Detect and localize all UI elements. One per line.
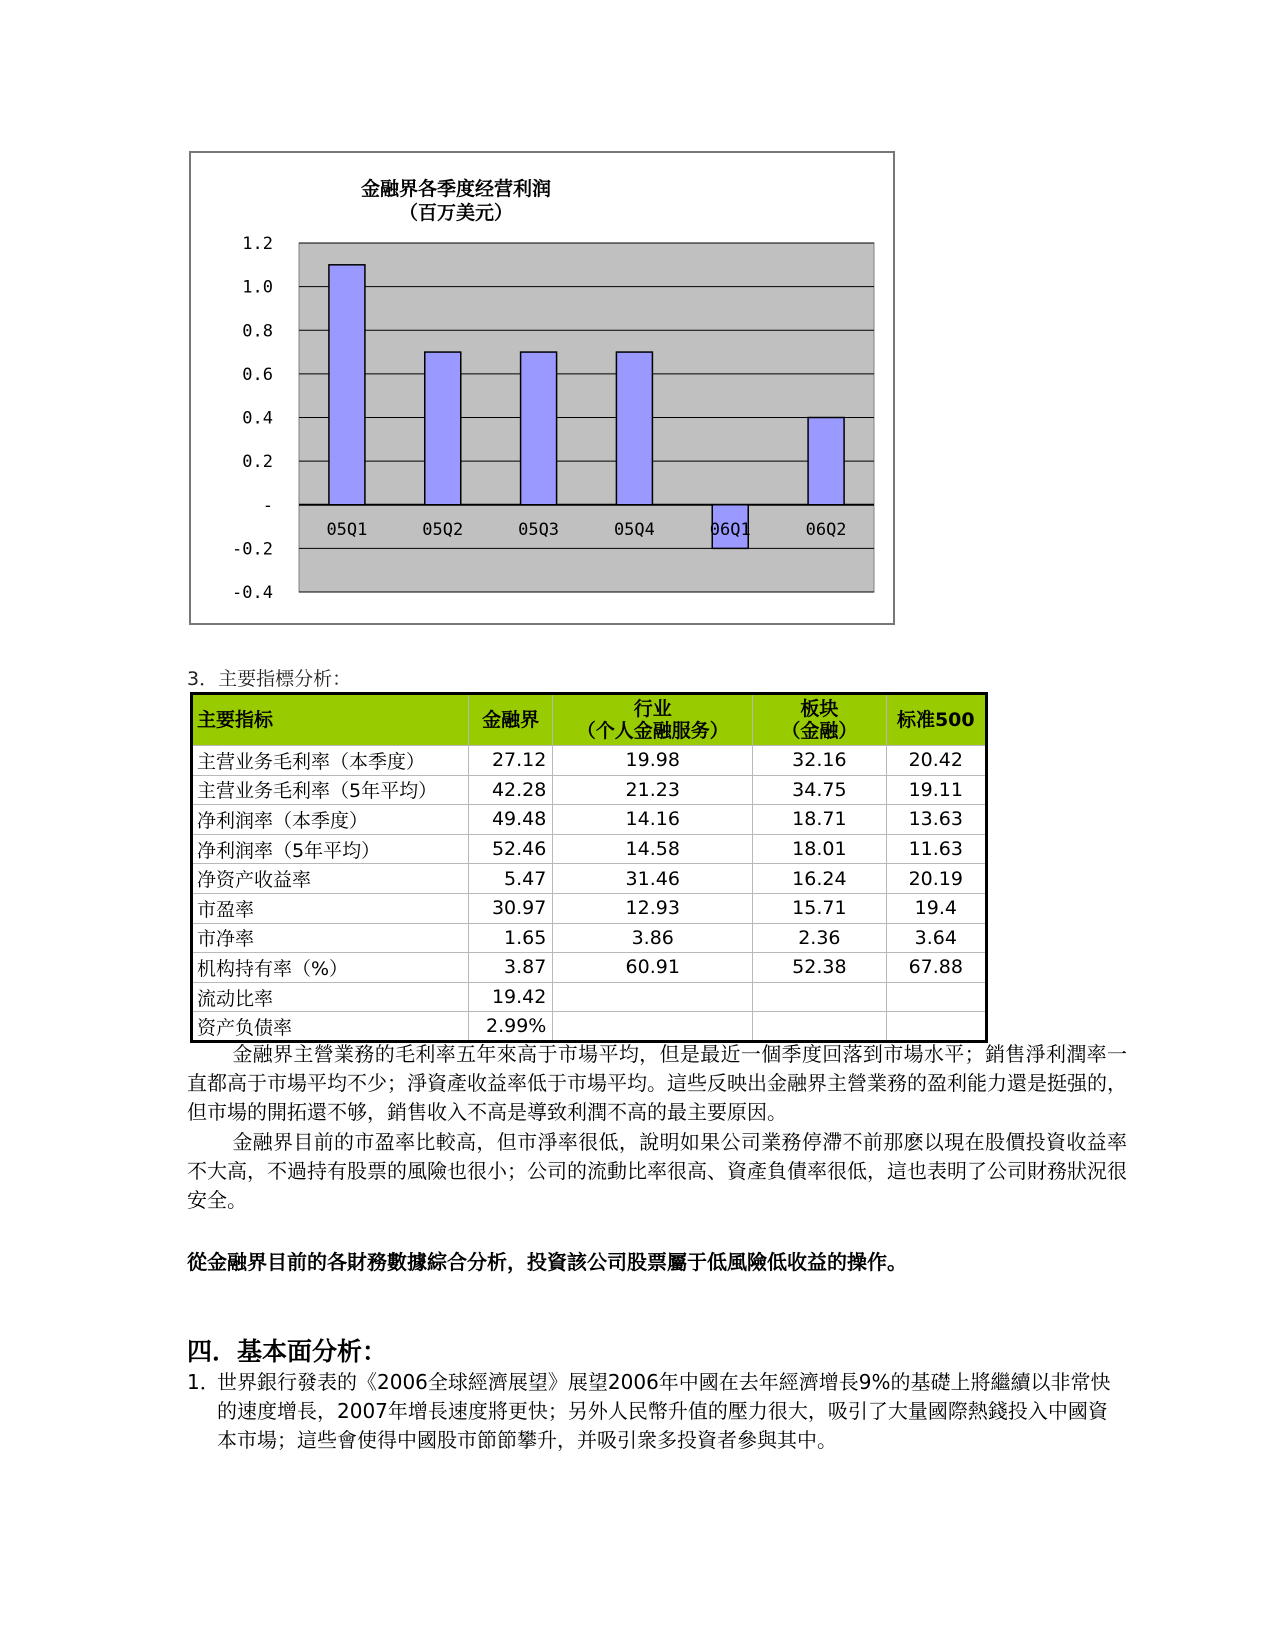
- cell-industry: 31.46: [553, 864, 753, 894]
- row-label: 资产负债率: [192, 1012, 469, 1042]
- row-label: 净利润率（本季度）: [192, 805, 469, 835]
- header-industry-line2: （个人金融服务）: [576, 720, 729, 742]
- cell-company: 27.12: [469, 746, 553, 776]
- bar-05Q4: [616, 352, 652, 505]
- profit-chart-svg: [191, 153, 893, 623]
- cell-industry: 60.91: [553, 953, 753, 983]
- bar-06Q2: [808, 418, 844, 505]
- table-row: [192, 923, 987, 953]
- cell-sector: 52.38: [753, 953, 887, 983]
- header-sp500: 标准500: [886, 694, 986, 746]
- chart-subtitle: （百万美元）: [398, 202, 514, 224]
- cell-industry: 3.86: [553, 923, 753, 953]
- y-tick-label: 0.4: [242, 408, 273, 429]
- y-tick-label: 0.2: [242, 452, 273, 473]
- row-label: 机构持有率（%）: [192, 953, 469, 983]
- list-item-text: 世界銀行發表的《2006全球經濟展望》展望2006年中國在去年經濟增長9%的基礎上將繼續以非常快的速度增長，2007年增長速度將更快；另外人民幣升值的壓力很大，吸引了大量國際熱錢投入中國資本市場；這些會使得中國股市節節攀升，并吸引衆多投資者參與其中。: [217, 1370, 1111, 1452]
- profit-chart: [189, 151, 895, 625]
- header-sector-line1: 板块: [800, 698, 839, 720]
- header-industry-line1: 行业: [633, 698, 672, 720]
- row-label: 净利润率（5年平均）: [192, 834, 469, 864]
- cell-sector: 15.71: [753, 893, 887, 923]
- cell-sp500: 20.42: [886, 746, 986, 776]
- cell-sp500: 19.11: [886, 775, 986, 805]
- category-label: 05Q4: [613, 519, 655, 540]
- cell-company: 19.42: [469, 982, 553, 1012]
- cell-industry: 14.58: [553, 834, 753, 864]
- header-metric: 主要指标: [192, 694, 469, 746]
- cell-sp500: [886, 1012, 986, 1042]
- table-row: [192, 805, 987, 835]
- cell-company: 1.65: [469, 923, 553, 953]
- cell-industry: [553, 1012, 753, 1042]
- y-tick-label: 1.2: [242, 234, 273, 254]
- header-sector: [753, 694, 887, 746]
- cell-sector: 32.16: [753, 746, 887, 776]
- cell-company: 49.48: [469, 805, 553, 835]
- paragraph-2: [187, 1128, 1127, 1215]
- table-row: [192, 953, 987, 983]
- y-tick-label: -0.4: [232, 583, 273, 603]
- cell-sp500: 13.63: [886, 805, 986, 835]
- cell-sp500: [886, 982, 986, 1012]
- table-row: [192, 746, 987, 776]
- cell-industry: 14.16: [553, 805, 753, 835]
- cell-industry: 12.93: [553, 893, 753, 923]
- cell-sp500: 67.88: [886, 953, 986, 983]
- cell-industry: 19.98: [553, 746, 753, 776]
- table-row: [192, 864, 987, 894]
- header-sector-line2: （金融）: [781, 720, 858, 742]
- table-row: [192, 775, 987, 805]
- cell-company: 5.47: [469, 864, 553, 894]
- table-header-row: [192, 694, 987, 746]
- y-tick-labels: [232, 234, 273, 603]
- cell-company: 2.99%: [469, 1012, 553, 1042]
- category-label: 05Q1: [326, 519, 368, 540]
- y-tick-label: -0.2: [232, 539, 273, 560]
- list-item-number: 1．: [187, 1370, 220, 1394]
- list-item: [187, 1368, 1117, 1455]
- cell-sector: 34.75: [753, 775, 887, 805]
- cell-industry: [553, 982, 753, 1012]
- cell-company: 30.97: [469, 893, 553, 923]
- category-label: 05Q3: [518, 519, 560, 540]
- row-label: 净资产收益率: [192, 864, 469, 894]
- row-label: 市净率: [192, 923, 469, 953]
- cell-company: 3.87: [469, 953, 553, 983]
- bar-05Q2: [425, 352, 461, 505]
- paragraph-1-text: 金融界主營業務的毛利率五年來高于市場平均，但是最近一個季度回落到市場水平；銷售淨利潤率一直都高于市場平均不少；淨資產收益率低于市場平均。這些反映出金融界主營業務的盈利能力還是挺强的，但市場的開拓還不够，銷售收入不高是導致利潤不高的最主要原因。: [187, 1042, 1127, 1124]
- y-tick-label: 1.0: [242, 277, 273, 298]
- cell-sector: 16.24: [753, 864, 887, 894]
- cell-sector: [753, 1012, 887, 1042]
- cell-sp500: 19.4: [886, 893, 986, 923]
- cell-company: 42.28: [469, 775, 553, 805]
- category-label: 06Q2: [805, 519, 847, 540]
- header-company: 金融界: [469, 694, 553, 746]
- row-label: 主营业务毛利率（本季度）: [192, 746, 469, 776]
- section-4-heading: 四．基本面分析：: [187, 1337, 388, 1366]
- table-row: [192, 893, 987, 923]
- table-row: [192, 834, 987, 864]
- y-tick-label: -: [262, 495, 273, 516]
- cell-sector: 2.36: [753, 923, 887, 953]
- cell-sector: 18.71: [753, 805, 887, 835]
- category-label: 05Q2: [422, 519, 464, 540]
- table-row: [192, 982, 987, 1012]
- cell-sp500: 20.19: [886, 864, 986, 894]
- cell-sector: 18.01: [753, 834, 887, 864]
- bar-05Q3: [521, 352, 557, 505]
- row-label: 流动比率: [192, 982, 469, 1012]
- paragraph-2-text: 金融界目前的市盈率比較高，但市淨率很低，說明如果公司業務停滯不前那麽以現在股價投資收益率不大高，不過持有股票的風險也很小；公司的流動比率很高、資產負債率很低，這也表明了公司財務狀況很安全。: [187, 1130, 1127, 1212]
- bar-05Q1: [329, 265, 365, 505]
- cell-company: 52.46: [469, 834, 553, 864]
- paragraph-1: [187, 1040, 1127, 1127]
- chart-title: 金融界各季度经营利润: [360, 178, 552, 200]
- row-label: 主营业务毛利率（5年平均）: [192, 775, 469, 805]
- y-tick-label: 0.8: [242, 321, 273, 342]
- category-label: 06Q1: [709, 519, 751, 540]
- conclusion-text: 從金融界目前的各財務數據綜合分析，投資該公司股票屬于低風險低收益的操作。: [187, 1250, 907, 1274]
- table-row: [192, 1012, 987, 1042]
- metrics-table: [190, 692, 988, 1043]
- header-industry: [553, 694, 753, 746]
- cell-sp500: 3.64: [886, 923, 986, 953]
- row-label: 市盈率: [192, 893, 469, 923]
- section-3-heading: 3．主要指標分析：: [187, 668, 352, 690]
- cell-sector: [753, 982, 887, 1012]
- cell-industry: 21.23: [553, 775, 753, 805]
- y-tick-label: 0.6: [242, 364, 273, 385]
- cell-sp500: 11.63: [886, 834, 986, 864]
